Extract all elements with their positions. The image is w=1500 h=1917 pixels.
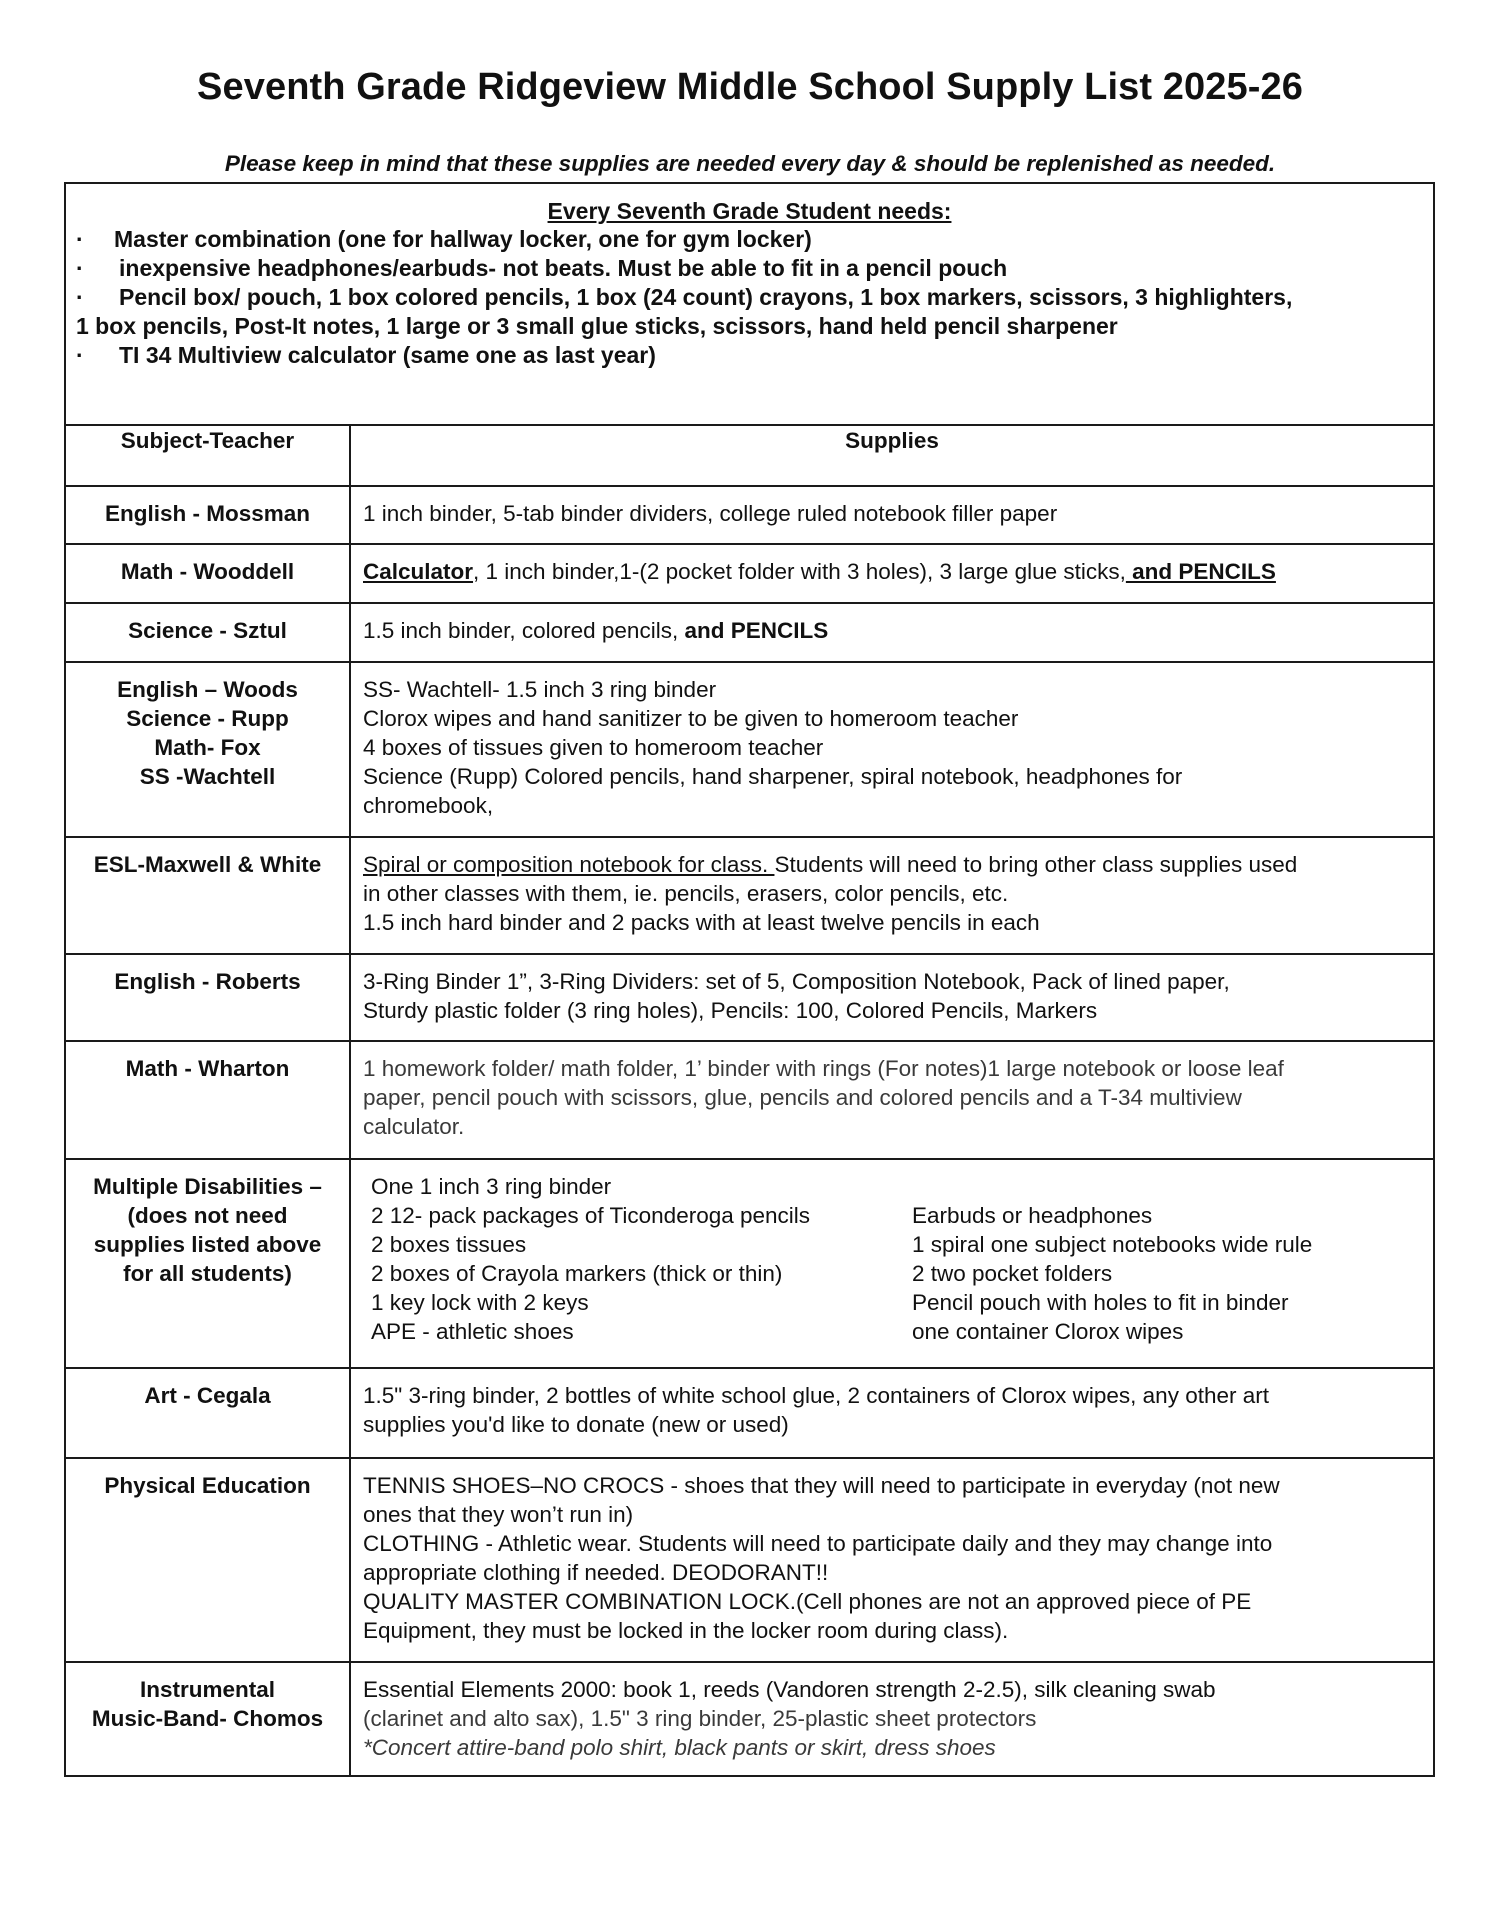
table-row — [65, 662, 1434, 837]
subject-teacher-cell: Math - Wooddell — [65, 544, 350, 603]
bullet-icon: · — [76, 226, 84, 252]
subject-teacher-cell: Physical Education — [65, 1458, 350, 1662]
supplies-cell: 1.5 inch binder, colored pencils, and PENCILS — [350, 603, 1434, 662]
general-needs-item: · inexpensive headphones/earbuds- not beats. Must be able to fit in a pencil pouch — [76, 255, 1008, 281]
subject-teacher-cell: English - Mossman — [65, 486, 350, 544]
supplies-two-column — [363, 1172, 1423, 1346]
subject-teacher-cell: Instrumental Music-Band- Chomos — [65, 1662, 350, 1776]
column-header-supplies: Supplies — [350, 425, 1434, 486]
column-header-subject: Subject-Teacher — [65, 425, 350, 486]
page-subtitle: Please keep in mind that these supplies are needed every day & should be replenished as needed. — [224, 151, 1276, 176]
concert-attire-note: *Concert attire-band polo shirt, black pants or skirt, dress shoes — [363, 1735, 996, 1760]
supplies-cell: TENNIS SHOES–NO CROCS - shoes that they will need to participate in everyday (not new ones that they won’t run in) CLOTHING - Athletic wear. Students will need to participate daily and they may change into appropriate clothing if needed. DEODORANT!! QUALITY MASTER COMBINATION LOCK.(Cell phones are not an approved piece of PE Equipment, they must be locked in the locker room during class). — [350, 1458, 1434, 1662]
subject-teacher-cell: ESL-Maxwell & White — [65, 837, 350, 954]
supplies-table — [64, 424, 1435, 1777]
general-needs-box — [64, 182, 1435, 424]
pencils-emphasis: and PENCILS — [1125, 559, 1276, 584]
subject-teacher-cell: Art - Cegala — [65, 1368, 350, 1458]
subject-teacher-cell: Math - Wharton — [65, 1041, 350, 1159]
table-row — [65, 837, 1434, 954]
pencils-emphasis: and PENCILS — [684, 618, 829, 643]
general-needs-item-continued: 1 box pencils, Post-It notes, 1 large or 3 small glue sticks, scissors, hand held pencil sharpener — [76, 313, 1118, 339]
general-needs-item: · TI 34 Multiview calculator (same one as last year) — [76, 342, 656, 368]
page-title: Seventh Grade Ridgeview Middle School Supply List 2025-26 — [197, 66, 1303, 108]
subject-teacher-cell: Science - Sztul — [65, 603, 350, 662]
table-row — [65, 954, 1434, 1041]
notebook-emphasis: Spiral or composition notebook for class. — [363, 852, 775, 877]
bullet-icon: · — [76, 342, 84, 368]
supplies-cell: 1.5" 3-ring binder, 2 bottles of white school glue, 2 containers of Clorox wipes, any other art supplies you'd like to donate (new or used) — [350, 1368, 1434, 1458]
table-row — [65, 1368, 1434, 1458]
table-row — [65, 1159, 1434, 1368]
table-row — [65, 1458, 1434, 1662]
bullet-icon: · — [76, 255, 84, 281]
supplies-column-b: Earbuds or headphones 1 spiral one subject notebooks wide rule 2 two pocket folders Pencil pouch with holes to fit in binder one container Clorox wipes — [912, 1203, 1313, 1344]
supplies-column-a: One 1 inch 3 ring binder 2 12- pack packages of Ticonderoga pencils 2 boxes tissues 2 boxes of Crayola markers (thick or thin) 1 key lock with 2 keys APE - athletic shoes — [371, 1174, 811, 1344]
subject-teacher-cell: Multiple Disabilities – (does not need supplies listed above for all students) — [65, 1159, 350, 1368]
table-row — [65, 1041, 1434, 1159]
supplies-cell: 1 inch binder, 5-tab binder dividers, college ruled notebook filler paper — [350, 486, 1434, 544]
general-needs-heading: Every Seventh Grade Student needs: — [547, 198, 952, 224]
table-header-row — [65, 425, 1434, 486]
supplies-cell: SS- Wachtell- 1.5 inch 3 ring binder Clorox wipes and hand sanitizer to be given to homeroom teacher 4 boxes of tissues given to homeroom teacher Science (Rupp) Colored pencils, hand sharpener, spiral notebook, headphones for chromebook, — [350, 662, 1434, 837]
supplies-cell: Spiral or composition notebook for class. Students will need to bring other class supplies used in other classes with them, ie. pencils, erasers, color pencils, etc. 1.5 inch hard binder and 2 packs with at least twelve pencils in each — [350, 837, 1434, 954]
subject-teacher-cell: English – Woods Science - Rupp Math- Fox SS -Wachtell — [65, 662, 350, 837]
table-row — [65, 1662, 1434, 1776]
calculator-emphasis: Calculator — [363, 559, 474, 584]
subject-teacher-cell: English - Roberts — [65, 954, 350, 1041]
table-row — [65, 486, 1434, 544]
bullet-icon: · — [76, 284, 84, 310]
table-row — [65, 544, 1434, 603]
supplies-cell: Calculator, 1 inch binder,1-(2 pocket folder with 3 holes), 3 large glue sticks, and PENCILS — [350, 544, 1434, 603]
supplies-cell — [350, 1159, 1434, 1368]
supplies-cell: Essential Elements 2000: book 1, reeds (Vandoren strength 2-2.5), silk cleaning swab (clarinet and alto sax), 1.5" 3 ring binder, 25-plastic sheet protectors *Concert attire-band polo shirt, black pants or skirt, dress shoes — [350, 1662, 1434, 1776]
table-row — [65, 603, 1434, 662]
general-needs-item: · Master combination (one for hallway locker, one for gym locker) — [76, 226, 812, 252]
general-needs-item: · Pencil box/ pouch, 1 box colored pencils, 1 box (24 count) crayons, 1 box markers, scissors, 3 highlighters, — [76, 284, 1293, 310]
supplies-cell: 1 homework folder/ math folder, 1’ binder with rings (For notes)1 large notebook or loose leaf paper, pencil pouch with scissors, glue, pencils and colored pencils and a T-34 multiview calculator. — [350, 1041, 1434, 1159]
supplies-cell: 3-Ring Binder 1”, 3-Ring Dividers: set of 5, Composition Notebook, Pack of lined paper, Sturdy plastic folder (3 ring holes), Pencils: 100, Colored Pencils, Markers — [350, 954, 1434, 1041]
